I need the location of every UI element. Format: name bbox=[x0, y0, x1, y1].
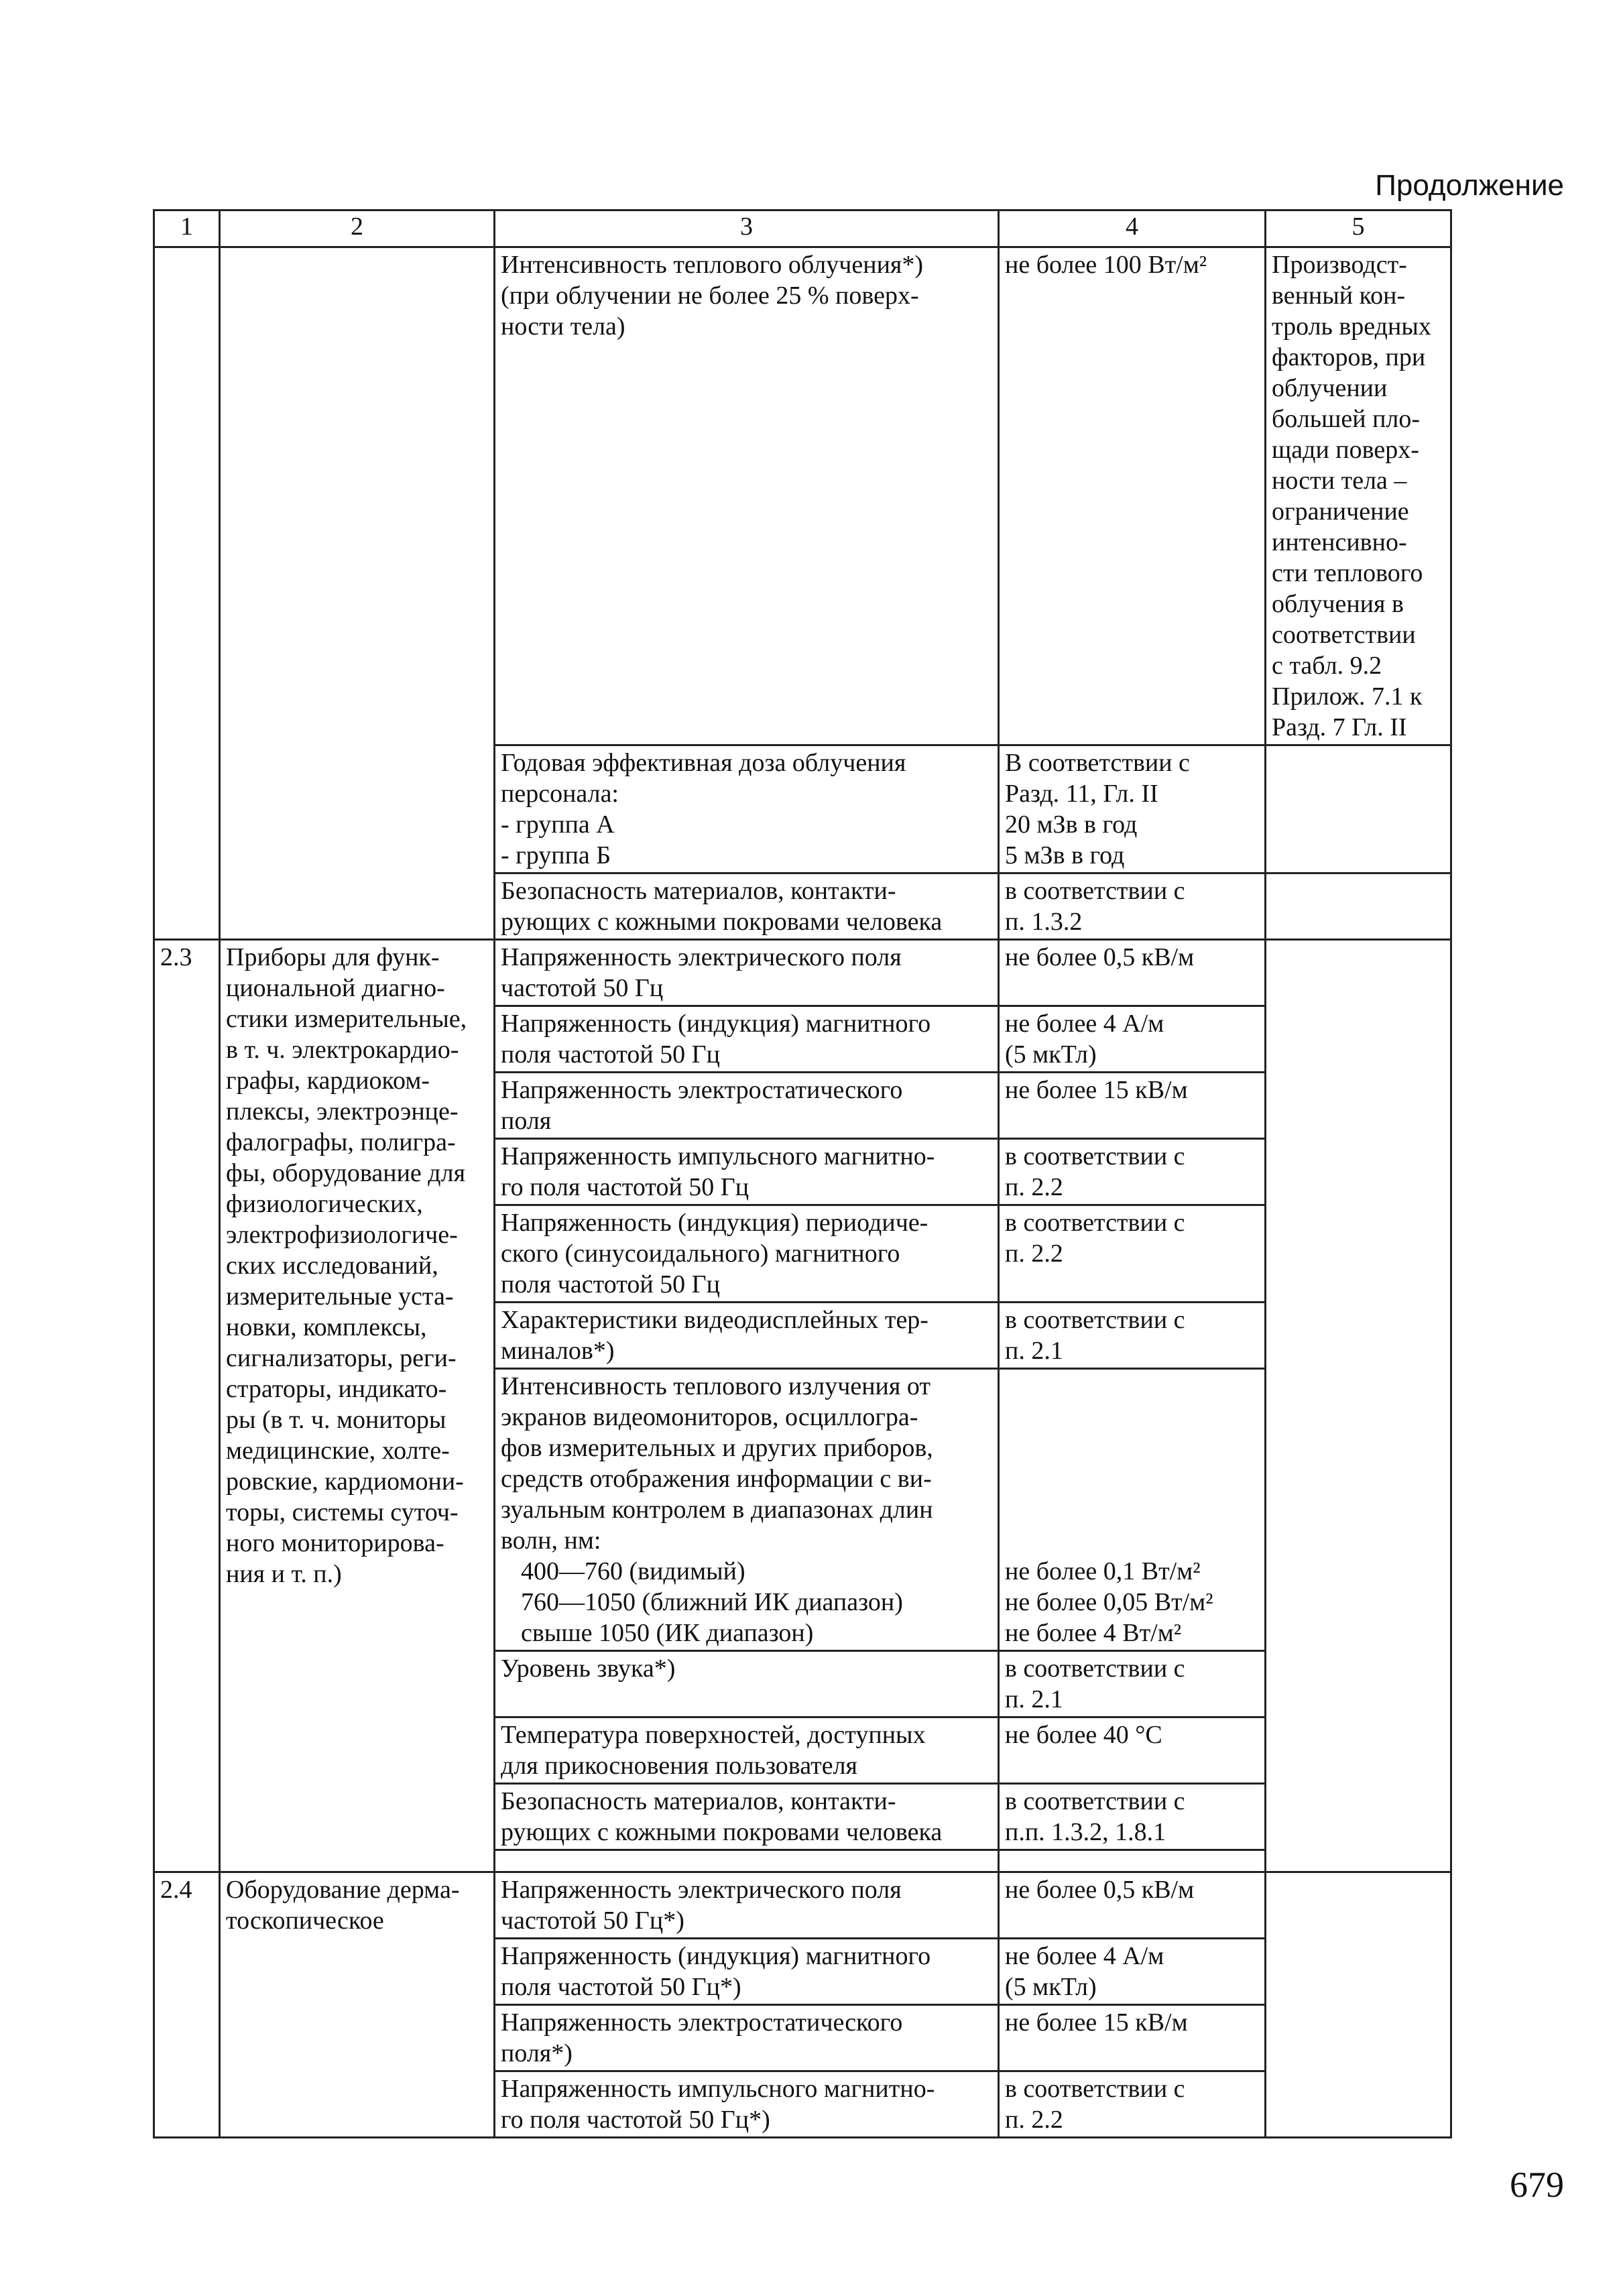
dose-norm: В соответствии с Разд. 11, Гл. II bbox=[1005, 749, 1190, 808]
cell-note bbox=[1266, 940, 1451, 1872]
cell-param: Безопасность материалов, контакти- рующих с кожными покровами человека bbox=[495, 873, 999, 940]
cell-param: Температура поверхностей, доступных для прикосновения пользователя bbox=[495, 1717, 999, 1784]
table-row bbox=[154, 247, 1451, 745]
dose-label: Годовая эффективная доза облучения персонала: bbox=[501, 749, 906, 808]
cell-param: Напряженность электростатического поля bbox=[495, 1073, 999, 1139]
cell-number bbox=[154, 247, 220, 940]
range-norm: не более 0,05 Вт/м² bbox=[1005, 1588, 1213, 1616]
cell-norm: не более 100 Вт/м² bbox=[999, 247, 1266, 745]
column-header: 5 bbox=[1266, 210, 1451, 247]
requirements-table bbox=[153, 209, 1452, 2138]
cell-norm: не более 0,5 кВ/м bbox=[999, 1872, 1266, 1939]
cell-param: Напряженность (индукция) магнитного поля частотой 50 Гц*) bbox=[495, 1939, 999, 2005]
cell-norm: не более 15 кВ/м bbox=[999, 2005, 1266, 2071]
page-number: 679 bbox=[1510, 2165, 1564, 2205]
cell-note: Производст- венный кон- троль вредных факторов, при облучении большей пло- щади поверх- ности тела – ограничение интенсивно- сти теплового облучения в соответствии с табл. 9.2 Прилож. 7.1 к Разд. 7 Гл. II bbox=[1266, 247, 1451, 745]
cell-param: Интенсивность теплового облучения*) (при облучении не более 25 % поверх- ности тела) bbox=[495, 247, 999, 745]
cell-norm: не более 0,5 кВ/м bbox=[999, 940, 1266, 1006]
column-header: 1 bbox=[154, 210, 220, 247]
cell-norm: в соответствии с п. 2.1 bbox=[999, 1651, 1266, 1717]
continuation-label: Продолжение bbox=[1375, 169, 1564, 202]
range-label: свыше 1050 (ИК диапазон) bbox=[521, 1619, 814, 1647]
section-device: Оборудование дерма- тоскопическое bbox=[220, 1872, 495, 2138]
cell-norm: не более 4 А/м (5 мкТл) bbox=[999, 1006, 1266, 1073]
cell-note bbox=[1266, 873, 1451, 940]
cell-norm bbox=[999, 1850, 1266, 1872]
column-header: 3 bbox=[495, 210, 999, 247]
cell-param: Характеристики видеодисплейных тер- миналов*) bbox=[495, 1303, 999, 1369]
range-norm: не более 4 Вт/м² bbox=[1005, 1619, 1182, 1647]
cell-note bbox=[1266, 1872, 1451, 2138]
cell-param: Напряженность (индукция) магнитного поля частотой 50 Гц bbox=[495, 1006, 999, 1073]
column-header: 2 bbox=[220, 210, 495, 247]
table-row bbox=[154, 940, 1451, 1006]
cell-norm: в соответствии с п. 2.2 bbox=[999, 2071, 1266, 2138]
section-device: Приборы для функ- циональной диагно- стики измерительные, в т. ч. электрокардио- графы, кардиоком- плексы, электроэнце- фалографы, полигра- фы, оборудование для физиологических, электрофизиологиче- ских исследований, измерительные уста- новки, комплексы, сигнализаторы, реги- страторы, индикато- ры (в т. ч. мониторы медицинские, холте- ровские, кардиомони- торы, системы суточ- ного мониторирова- ния и т. п.) bbox=[220, 940, 495, 1872]
group-b-norm: 5 мЗв в год bbox=[1005, 841, 1125, 869]
cell-norm: не более 40 °С bbox=[999, 1717, 1266, 1784]
cell-norm bbox=[999, 1369, 1266, 1651]
cell-norm: не более 15 кВ/м bbox=[999, 1073, 1266, 1139]
cell-param: Напряженность (индукция) периодиче- ского (синусоидального) магнитного поля частотой 50 Гц bbox=[495, 1205, 999, 1303]
cell-norm bbox=[999, 745, 1266, 873]
cell-param: Напряженность электрического поля частотой 50 Гц*) bbox=[495, 1872, 999, 1939]
group-a-label: - группа А bbox=[501, 810, 615, 839]
cell-note bbox=[1266, 745, 1451, 873]
cell-norm: не более 4 А/м (5 мкТл) bbox=[999, 1939, 1266, 2005]
cell-param bbox=[495, 745, 999, 873]
cell-param: Напряженность импульсного магнитно- го поля частотой 50 Гц bbox=[495, 1139, 999, 1205]
cell-norm: в соответствии с п.п. 1.3.2, 1.8.1 bbox=[999, 1784, 1266, 1850]
cell-norm: в соответствии с п. 1.3.2 bbox=[999, 873, 1266, 940]
group-a-norm: 20 мЗв в год bbox=[1005, 810, 1138, 839]
cell-param: Напряженность импульсного магнитно- го поля частотой 50 Гц*) bbox=[495, 2071, 999, 2138]
range-label: 760—1050 (ближний ИК диапазон) bbox=[521, 1588, 903, 1616]
cell-param bbox=[495, 1850, 999, 1872]
column-header: 4 bbox=[999, 210, 1266, 247]
range-norm: не более 0,1 Вт/м² bbox=[1005, 1557, 1201, 1585]
section-number: 2.3 bbox=[154, 940, 220, 1872]
cell-device bbox=[220, 247, 495, 940]
cell-param: Уровень звука*) bbox=[495, 1651, 999, 1717]
range-label: 400—760 (видимый) bbox=[521, 1557, 745, 1585]
section-number: 2.4 bbox=[154, 1872, 220, 2138]
header-row bbox=[154, 210, 1451, 247]
cell-param: Напряженность электрического поля частотой 50 Гц bbox=[495, 940, 999, 1006]
table-row bbox=[154, 1872, 1451, 1939]
cell-norm: в соответствии с п. 2.2 bbox=[999, 1205, 1266, 1303]
cell-norm: в соответствии с п. 2.2 bbox=[999, 1139, 1266, 1205]
cell-param: Безопасность материалов, контакти- рующих с кожными покровами человека bbox=[495, 1784, 999, 1850]
thermal-screens-label: Интенсивность теплового излучения от экранов видеомониторов, осциллогра- фов измерительных и других приборов, средств отображения информации с ви- зуальным контролем в диапазонах длин волн, нм: bbox=[501, 1372, 933, 1555]
cell-param bbox=[495, 1369, 999, 1651]
cell-param: Напряженность электростатического поля*) bbox=[495, 2005, 999, 2071]
cell-norm: в соответствии с п. 2.1 bbox=[999, 1303, 1266, 1369]
group-b-label: - группа Б bbox=[501, 841, 611, 869]
